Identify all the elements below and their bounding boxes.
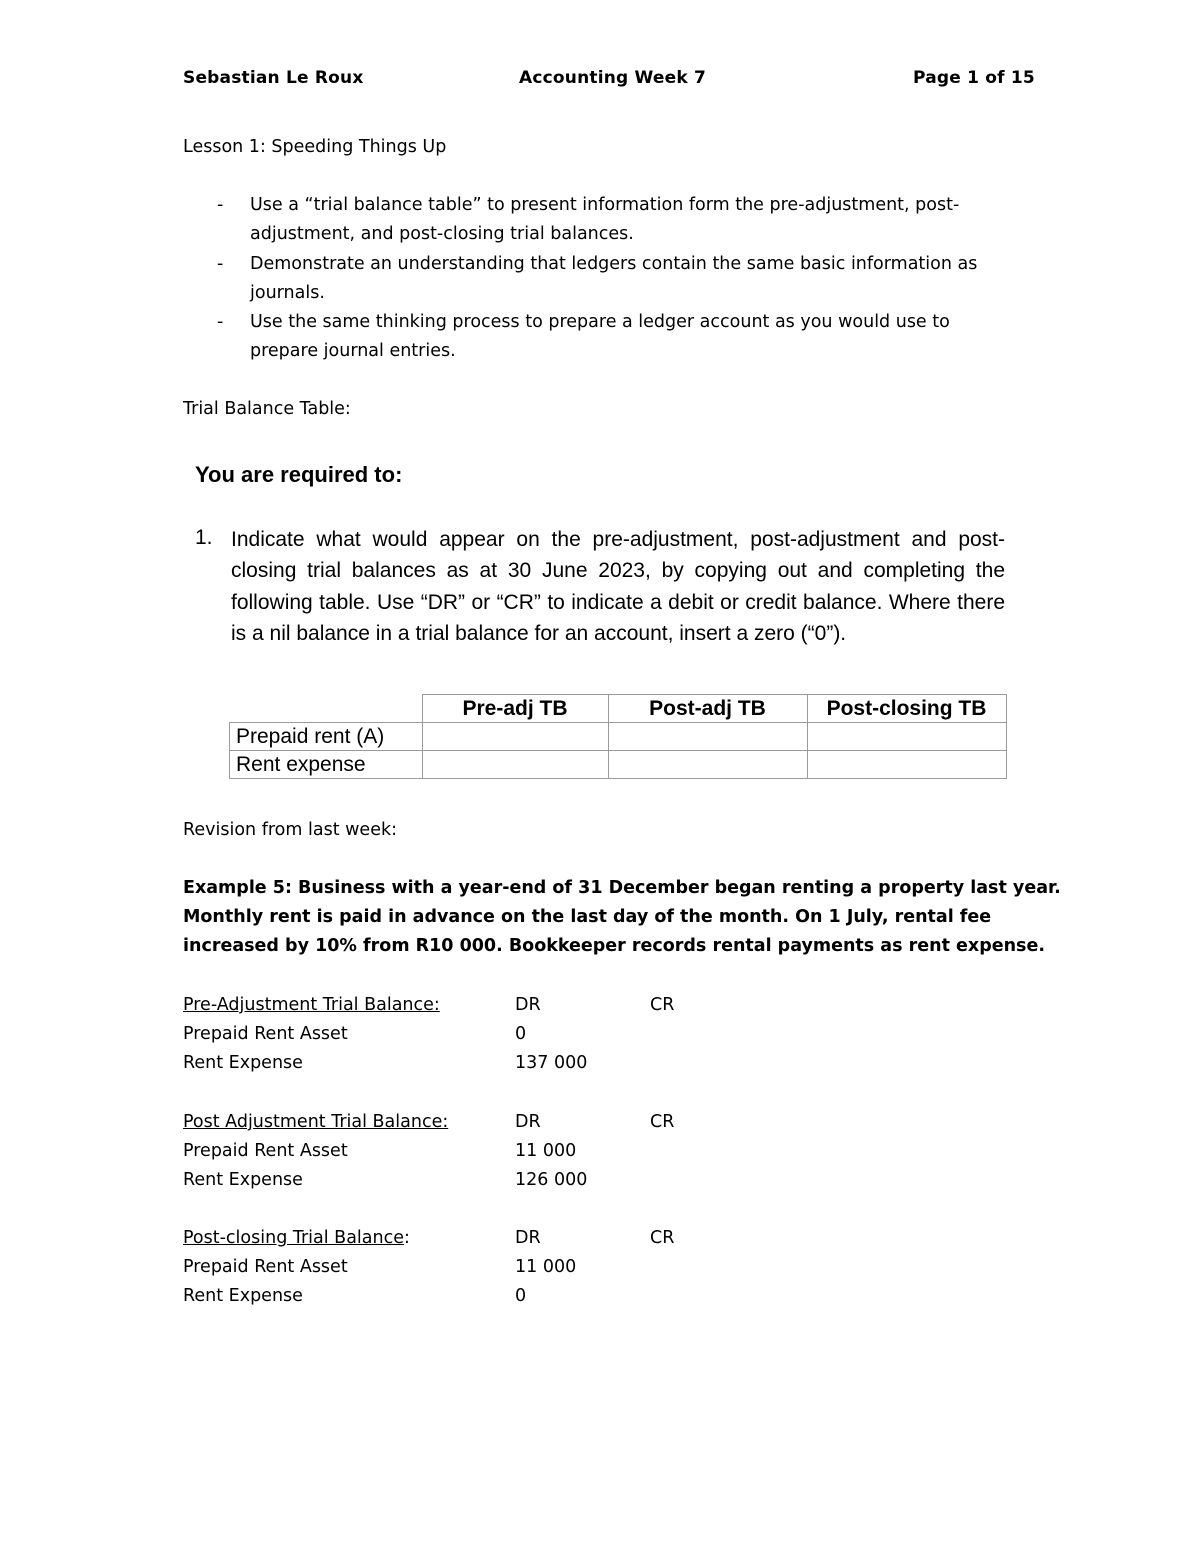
header-author: Sebastian Le Roux xyxy=(183,68,364,88)
balance-title: Pre-Adjustment Trial Balance: xyxy=(183,995,440,1015)
account-value: 0 xyxy=(515,1286,527,1306)
required-number: 1. xyxy=(195,526,213,549)
header-course: Accounting Week 7 xyxy=(519,68,706,88)
balance-title: Post-closing Trial Balance xyxy=(183,1228,404,1248)
account-value: 11 000 xyxy=(515,1141,577,1161)
table-row xyxy=(230,751,1007,779)
trial-balance-table xyxy=(229,694,1007,779)
objective-item: Demonstrate an understanding that ledgers contain the same basic information as journals. xyxy=(250,254,978,303)
account-name: Prepaid Rent Asset xyxy=(183,1024,348,1044)
table-header-cell: Post-adj TB xyxy=(608,695,807,723)
objective-item: Use the same thinking process to prepare a ledger account as you would use to prepare journal entries. xyxy=(250,312,950,361)
account-value: 126 000 xyxy=(515,1170,588,1190)
table-cell xyxy=(608,751,807,779)
account-name: Rent Expense xyxy=(183,1170,303,1190)
balance-title: Post Adjustment Trial Balance: xyxy=(183,1112,449,1132)
balance-title-wrap xyxy=(183,1224,410,1253)
example-line: Example 5: Business with a year-end of 31 December began renting a property last year. xyxy=(183,878,1061,898)
bullet-dash: - xyxy=(217,312,224,332)
objective-item: Use a “trial balance table” to present information form the pre-adjustment, post-adjustment, and post-closing trial balances. xyxy=(250,195,960,244)
trial-balance-label: Trial Balance Table: xyxy=(183,399,351,419)
table-header-row xyxy=(230,695,1007,723)
table-row xyxy=(230,723,1007,751)
table-cell xyxy=(422,723,608,751)
account-name: Rent Expense xyxy=(183,1053,303,1073)
header-page-number: Page 1 of 15 xyxy=(913,68,1035,88)
account-name: Prepaid Rent Asset xyxy=(183,1257,348,1277)
table-cell xyxy=(422,751,608,779)
balance-title-suffix: : xyxy=(403,1228,410,1248)
required-text: Indicate what would appear on the pre-adjustment, post-adjustment and post-closing trial balances as at 30 June 2023, by copying out and completing the following table. Use “DR” or “CR” to indicate a debit or credit balance. Where there is a nil balance in a trial balance for an account, insert a zero (“0”). xyxy=(231,528,1005,645)
table-row-label: Rent expense xyxy=(230,751,423,779)
dr-label: DR xyxy=(515,1228,541,1248)
table-cell xyxy=(807,751,1006,779)
dr-label: DR xyxy=(515,995,541,1015)
table-header-cell: Pre-adj TB xyxy=(422,695,608,723)
bullet-dash: - xyxy=(217,254,224,274)
example-line: Monthly rent is paid in advance on the last day of the month. On 1 July, rental fee xyxy=(183,907,992,927)
account-name: Prepaid Rent Asset xyxy=(183,1141,348,1161)
lesson-title: Lesson 1: Speeding Things Up xyxy=(183,137,447,157)
cr-label: CR xyxy=(650,995,675,1015)
account-value: 0 xyxy=(515,1024,527,1044)
cr-label: CR xyxy=(650,1112,675,1132)
required-title: You are required to: xyxy=(195,462,403,487)
account-name: Rent Expense xyxy=(183,1286,303,1306)
revision-label: Revision from last week: xyxy=(183,820,397,840)
cr-label: CR xyxy=(650,1228,675,1248)
bullet-dash: - xyxy=(217,195,224,215)
account-value: 11 000 xyxy=(515,1257,577,1277)
table-row-label: Prepaid rent (A) xyxy=(230,723,423,751)
dr-label: DR xyxy=(515,1112,541,1132)
table-corner-cell xyxy=(230,695,423,723)
table-header-cell: Post-closing TB xyxy=(807,695,1006,723)
account-value: 137 000 xyxy=(515,1053,588,1073)
table-cell xyxy=(807,723,1006,751)
table-cell xyxy=(608,723,807,751)
example-line: increased by 10% from R10 000. Bookkeeper records rental payments as rent expense. xyxy=(183,936,1045,956)
